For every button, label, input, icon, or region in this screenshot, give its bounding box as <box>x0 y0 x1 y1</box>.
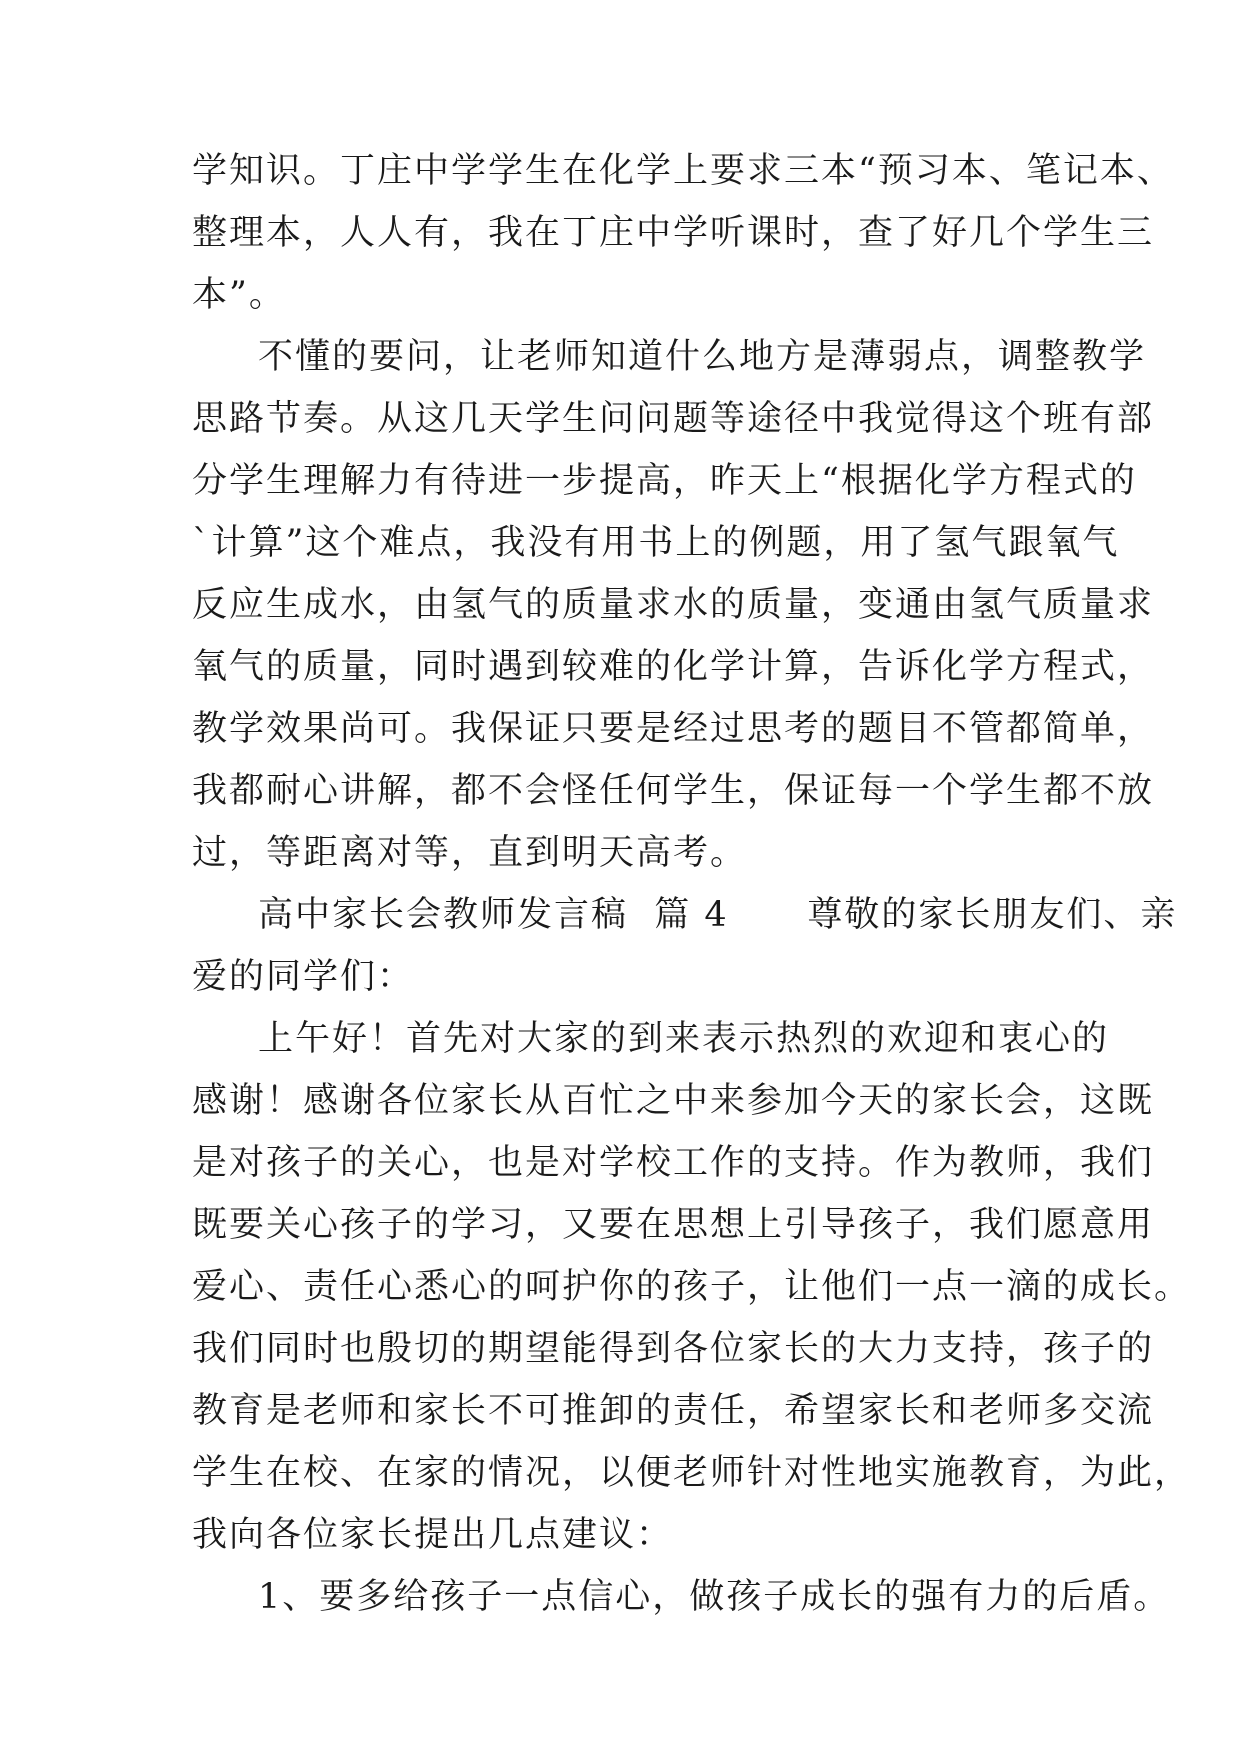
text-line: 学知识。丁庄中学学生在化学上要求三本“预习本、笔记本、 <box>192 151 1174 191</box>
text-line: 我们同时也殷切的期望能得到各位家长的大力支持，孩子的 <box>192 1329 1155 1369</box>
paragraph-start-line: 上午好！首先对大家的到来表示热烈的欢迎和衷心的 <box>258 1019 1110 1059</box>
list-item-line: 1、要多给孩子一点信心，做孩子成长的强有力的后盾。 <box>258 1577 1171 1617</box>
text-line: 过，等距离对等，直到明天高考。 <box>192 833 748 873</box>
text-line: 我都耐心讲解，都不会怪任何学生，保证每一个学生都不放 <box>192 771 1155 811</box>
text-line: 思路节奏。从这几天学生问问题等途径中我觉得这个班有部 <box>192 399 1155 439</box>
text-line: 我向各位家长提出几点建议： <box>192 1515 674 1555</box>
text-line: 是对孩子的关心，也是对学校工作的支持。作为教师，我们 <box>192 1143 1155 1183</box>
text-line: `计算”这个难点，我没有用书上的例题，用了氢气跟氧气 <box>192 523 1120 563</box>
text-line: 本”。 <box>192 275 286 315</box>
text-line: 既要关心孩子的学习，又要在思想上引导孩子，我们愿意用 <box>192 1205 1155 1245</box>
text-line: 教学效果尚可。我保证只要是经过思考的题目不管都简单， <box>192 709 1155 749</box>
text-line: 学生在校、在家的情况，以便老师针对性地实施教育，为此， <box>192 1453 1192 1493</box>
paragraph-start-line: 不懂的要问，让老师知道什么地方是薄弱点，调整教学 <box>258 337 1147 377</box>
text-line: 分学生理解力有待进一步提高，昨天上“根据化学方程式的 <box>192 461 1137 501</box>
text-line: 整理本，人人有，我在丁庄中学听课时，查了好几个学生三 <box>192 213 1155 253</box>
document-body <box>192 140 1192 1628</box>
text-line: 爱心、责任心悉心的呵护你的孩子，让他们一点一滴的成长。 <box>192 1267 1192 1307</box>
text-line: 反应生成水，由氢气的质量求水的质量，变通由氢气质量求 <box>192 585 1155 625</box>
text-line: 爱的同学们： <box>192 957 415 997</box>
text-line: 教育是老师和家长不可推卸的责任，希望家长和老师多交流 <box>192 1391 1155 1431</box>
text-line: 氧气的质量，同时遇到较难的化学计算，告诉化学方程式， <box>192 647 1155 687</box>
section-heading-line: 高中家长会教师发言稿 篇 4 尊敬的家长朋友们、亲 <box>258 895 1178 935</box>
text-line: 感谢！感谢各位家长从百忙之中来参加今天的家长会，这既 <box>192 1081 1155 1121</box>
